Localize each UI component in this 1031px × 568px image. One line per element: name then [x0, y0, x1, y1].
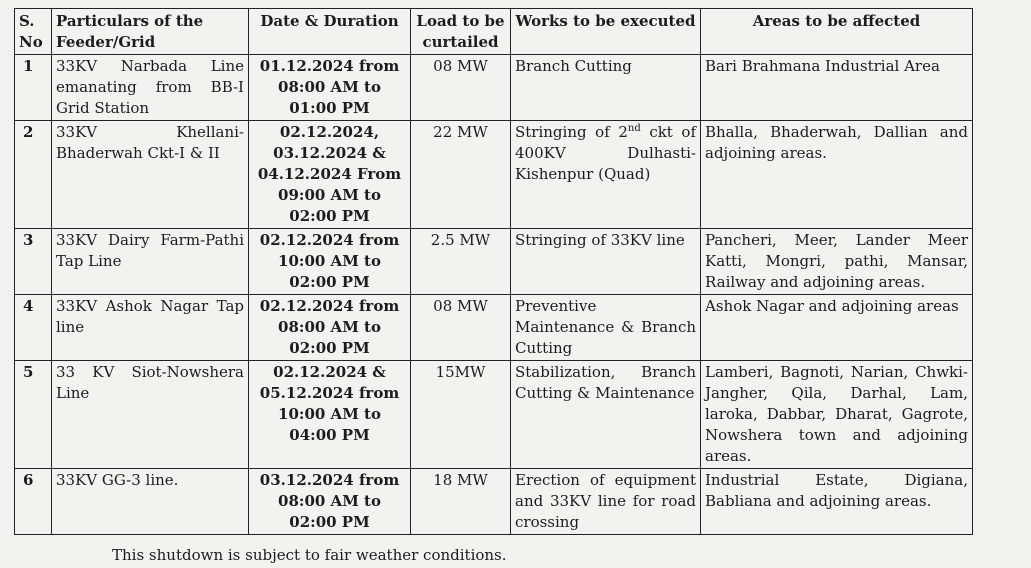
cell-areas: Bari Brahmana Industrial Area: [701, 55, 973, 121]
cell-date: 02.12.2024 & 05.12.2024 from 10:00 AM to 04:00 PM: [249, 361, 411, 469]
cell-areas: Ashok Nagar and adjoining areas: [701, 295, 973, 361]
cell-load: 22 MW: [411, 121, 511, 229]
weather-note: This shutdown is subject to fair weather conditions.: [112, 546, 507, 564]
cell-sno: 6: [15, 469, 52, 535]
header-load: Load to be curtailed: [411, 9, 511, 55]
works-text-start: Stringing of 2: [515, 123, 628, 141]
cell-date: 03.12.2024 from 08:00 AM to 02:00 PM: [249, 469, 411, 535]
cell-works: Branch Cutting: [511, 55, 701, 121]
works-text-end: ckt of 400KV Dulhasti-Kishenpur (Quad): [515, 123, 696, 183]
cell-sno: 1: [15, 55, 52, 121]
cell-feeder: 33 KV Siot-Nowshera Line: [52, 361, 249, 469]
cell-sno: 3: [15, 229, 52, 295]
cell-works: [511, 121, 701, 229]
table-row: [15, 361, 973, 469]
cell-load: 08 MW: [411, 55, 511, 121]
cell-feeder: 33KV Ashok Nagar Tap line: [52, 295, 249, 361]
cell-load: 15MW: [411, 361, 511, 469]
cell-date: 02.12.2024, 03.12.2024 & 04.12.2024 From 09:00 AM to 02:00 PM: [249, 121, 411, 229]
cell-load: 08 MW: [411, 295, 511, 361]
cell-date: 02.12.2024 from 10:00 AM to 02:00 PM: [249, 229, 411, 295]
works-superscript: nd: [627, 123, 641, 134]
cell-feeder: 33KV Dairy Farm-Pathi Tap Line: [52, 229, 249, 295]
header-areas: Areas to be affected: [701, 9, 973, 55]
cell-areas: Bhalla, Bhaderwah, Dallian and adjoining areas.: [701, 121, 973, 229]
table-row: [15, 55, 973, 121]
table-row: [15, 229, 973, 295]
cell-feeder: 33KV GG-3 line.: [52, 469, 249, 535]
cell-sno: 2: [15, 121, 52, 229]
cell-date: 02.12.2024 from 08:00 AM to 02:00 PM: [249, 295, 411, 361]
table-row: [15, 469, 973, 535]
cell-date: 01.12.2024 from 08:00 AM to 01:00 PM: [249, 55, 411, 121]
cell-works: Stringing of 33KV line: [511, 229, 701, 295]
cell-feeder: 33KV Khellani-Bhaderwah Ckt-I & II: [52, 121, 249, 229]
header-feeder: Particulars of the Feeder/Grid: [52, 9, 249, 55]
cell-load: 18 MW: [411, 469, 511, 535]
header-sno: S. No: [15, 9, 52, 55]
cell-feeder: 33KV Narbada Line emanating from BB-I Grid Station: [52, 55, 249, 121]
cell-areas: Lamberi, Bagnoti, Narian, Chwki-Jangher, Qila, Darhal, Lam, laroka, Dabbar, Dharat, Gagrote, Nowshera town and adjoining areas.: [701, 361, 973, 469]
table-row: [15, 121, 973, 229]
cell-sno: 5: [15, 361, 52, 469]
cell-sno: 4: [15, 295, 52, 361]
header-date: Date & Duration: [249, 9, 411, 55]
table-header-row: [15, 9, 973, 55]
shutdown-table: [14, 8, 973, 535]
cell-areas: Pancheri, Meer, Lander Meer Katti, Mongri, pathi, Mansar, Railway and adjoining areas.: [701, 229, 973, 295]
cell-works: Preventive Maintenance & Branch Cutting: [511, 295, 701, 361]
cell-works: Stabilization, Branch Cutting & Maintenance: [511, 361, 701, 469]
cell-areas: Industrial Estate, Digiana, Babliana and adjoining areas.: [701, 469, 973, 535]
table-row: [15, 295, 973, 361]
cell-load: 2.5 MW: [411, 229, 511, 295]
header-works: Works to be executed: [511, 9, 701, 55]
cell-works: Erection of equipment and 33KV line for road crossing: [511, 469, 701, 535]
shutdown-schedule: [14, 8, 973, 535]
